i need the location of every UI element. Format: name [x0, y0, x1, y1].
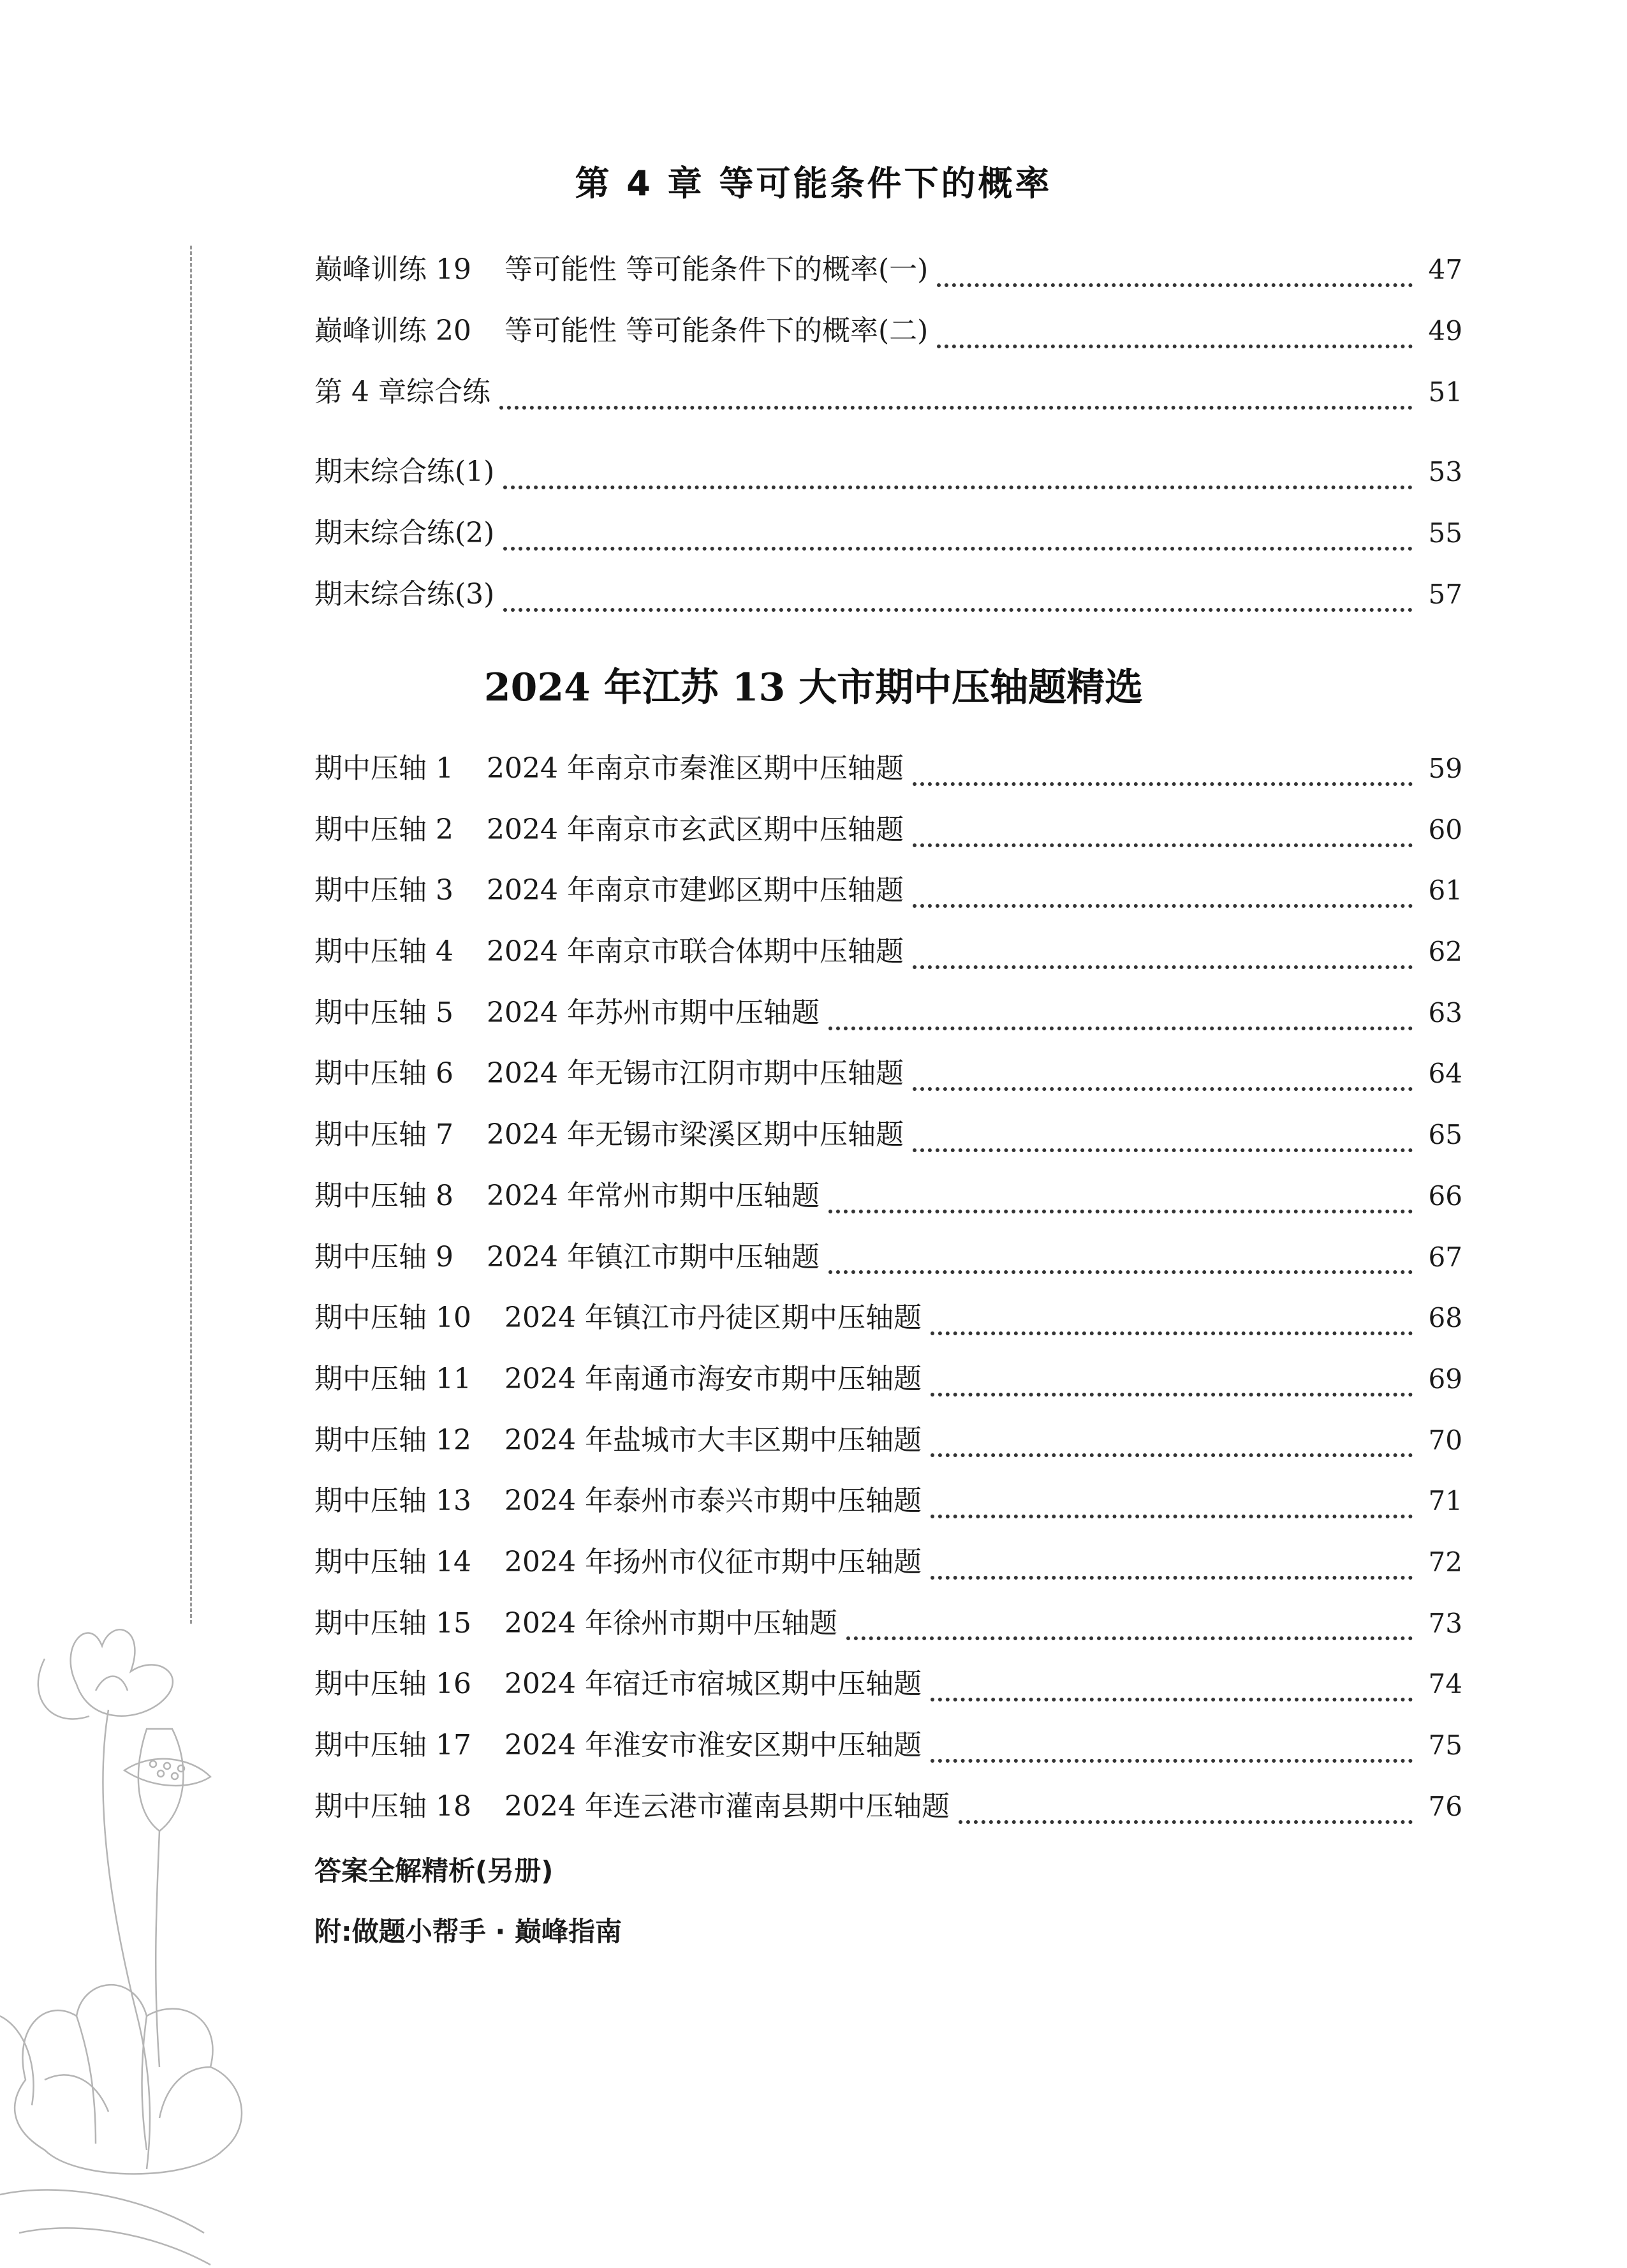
appendix-note: 附:做题小帮手 · 巅峰指南 — [314, 1916, 622, 1947]
toc-entry-label: 期中压轴 11 — [314, 1362, 471, 1395]
toc-entry-label: 期中压轴 1 — [314, 752, 453, 785]
toc-entry-page: 73 — [1428, 1607, 1462, 1639]
toc-entry-title: 2024 年宿迁市宿城区期中压轴题 — [504, 1668, 922, 1701]
toc-entry[interactable] — [314, 750, 1462, 811]
toc-entry-label: 期中压轴 3 — [314, 874, 453, 907]
toc-entry-title: 2024 年徐州市期中压轴题 — [504, 1606, 837, 1640]
toc-entry[interactable] — [314, 575, 1462, 637]
toc-entry-label: 期中压轴 13 — [314, 1485, 471, 1518]
toc-entry-label: 期末综合练(1) — [314, 456, 495, 488]
toc-entry-label: 期末综合练(2) — [314, 517, 495, 549]
toc-entry-page: 76 — [1428, 1790, 1462, 1822]
toc-entry[interactable] — [314, 1421, 1462, 1483]
toc-entry-page: 57 — [1428, 579, 1462, 610]
answers-note: 答案全解精析(另册) — [314, 1855, 554, 1886]
dot-leader — [931, 1576, 1413, 1580]
dot-leader — [503, 547, 1413, 551]
dot-leader — [931, 1515, 1413, 1518]
dot-leader — [913, 1087, 1413, 1091]
toc-entry-page: 60 — [1428, 813, 1462, 845]
toc-entry-page: 59 — [1428, 753, 1462, 784]
toc-entry-label: 期中压轴 2 — [314, 813, 453, 846]
chapter-4-toc — [314, 251, 1462, 434]
final-review-toc — [314, 453, 1462, 637]
dot-leader — [913, 1148, 1413, 1152]
toc-entry-label: 期中压轴 10 — [314, 1301, 471, 1335]
toc-entry-page: 62 — [1428, 936, 1462, 968]
toc-entry-title: 2024 年无锡市梁溪区期中压轴题 — [486, 1118, 904, 1152]
toc-entry-label: 期中压轴 16 — [314, 1668, 471, 1701]
dot-leader — [931, 1393, 1413, 1397]
toc-entry-label: 期中压轴 4 — [314, 935, 453, 968]
toc-entry-title: 2024 年盐城市大丰区期中压轴题 — [504, 1423, 922, 1456]
toc-entry-title: 等可能性 等可能条件下的概率(一) — [504, 253, 929, 286]
toc-entry-page: 75 — [1428, 1730, 1462, 1761]
dot-leader — [931, 1759, 1413, 1763]
toc-entry-page: 69 — [1428, 1363, 1462, 1395]
toc-entry-label: 期中压轴 5 — [314, 996, 453, 1029]
dot-leader — [503, 485, 1413, 489]
toc-entry-page: 68 — [1428, 1302, 1462, 1334]
toc-entry-page: 74 — [1428, 1668, 1462, 1700]
dot-leader — [828, 1210, 1413, 1213]
toc-entry[interactable] — [314, 1726, 1462, 1788]
toc-entry-label: 期中压轴 8 — [314, 1179, 453, 1212]
toc-entry[interactable] — [314, 1543, 1462, 1605]
toc-entry-label: 巅峰训练 20 — [314, 315, 471, 347]
dot-leader — [959, 1820, 1413, 1824]
toc-entry-title: 2024 年南通市海安市期中压轴题 — [504, 1362, 922, 1395]
toc-entry-title: 2024 年南京市玄武区期中压轴题 — [486, 813, 904, 846]
dot-leader — [828, 1027, 1413, 1030]
toc-entry-page: 71 — [1428, 1485, 1462, 1517]
toc-entry-title: 2024 年扬州市仪征市期中压轴题 — [504, 1545, 922, 1578]
toc-entry[interactable] — [314, 871, 1462, 933]
toc-entry-page: 65 — [1428, 1119, 1462, 1151]
toc-entry-label: 期中压轴 9 — [314, 1240, 453, 1273]
toc-entry[interactable] — [314, 251, 1462, 312]
toc-entry-page: 49 — [1428, 315, 1462, 346]
dot-leader — [503, 608, 1413, 612]
dot-leader — [828, 1270, 1413, 1274]
toc-entry-page: 72 — [1428, 1546, 1462, 1578]
toc-entry[interactable] — [314, 1238, 1462, 1300]
toc-entry[interactable] — [314, 1788, 1462, 1849]
toc-entry-title: 2024 年泰州市泰兴市期中压轴题 — [504, 1485, 922, 1518]
dot-leader — [931, 1453, 1413, 1457]
toc-entry[interactable] — [314, 453, 1462, 514]
toc-entry-title: 2024 年常州市期中压轴题 — [486, 1179, 820, 1212]
dot-leader — [499, 406, 1413, 410]
dot-leader — [931, 1698, 1413, 1701]
toc-entry[interactable] — [314, 1177, 1462, 1238]
toc-entry-title: 2024 年连云港市灌南县期中压轴题 — [504, 1790, 950, 1823]
toc-entry-title: 2024 年苏州市期中压轴题 — [486, 996, 820, 1029]
toc-entry-page: 55 — [1428, 517, 1462, 549]
midterm-toc — [314, 750, 1462, 1848]
toc-entry-page: 53 — [1428, 456, 1462, 487]
toc-entry-label: 期中压轴 17 — [314, 1729, 471, 1761]
toc-entry-label: 期中压轴 12 — [314, 1423, 471, 1456]
toc-entry-page: 67 — [1428, 1241, 1462, 1273]
toc-entry[interactable] — [314, 1055, 1462, 1116]
toc-entry-label: 期中压轴 6 — [314, 1057, 453, 1090]
chapter-4-heading: 第 4 章 等可能条件下的概率 — [575, 163, 1052, 204]
toc-entry-label: 期中压轴 14 — [314, 1545, 471, 1578]
toc-entry[interactable] — [314, 1605, 1462, 1666]
toc-entry[interactable] — [314, 1665, 1462, 1726]
toc-entry[interactable] — [314, 312, 1462, 373]
toc-entry[interactable] — [314, 994, 1462, 1055]
toc-entry-label: 期中压轴 7 — [314, 1118, 453, 1152]
toc-entry-label: 第 4 章综合练 — [314, 376, 490, 408]
margin-dashed-line — [190, 246, 192, 1624]
toc-entry[interactable] — [314, 1482, 1462, 1543]
toc-entry-label: 期末综合练(3) — [314, 578, 495, 611]
dot-leader — [937, 283, 1413, 287]
toc-entry-page: 47 — [1428, 254, 1462, 285]
toc-entry[interactable] — [314, 1116, 1462, 1177]
toc-entry-page: 64 — [1428, 1058, 1462, 1090]
toc-entry-title: 2024 年镇江市丹徒区期中压轴题 — [504, 1301, 922, 1335]
toc-entry-title: 2024 年南京市联合体期中压轴题 — [486, 935, 904, 968]
toc-entry[interactable] — [314, 1360, 1462, 1421]
dot-leader — [913, 904, 1413, 908]
toc-entry-label: 期中压轴 15 — [314, 1606, 471, 1640]
toc-entry-title: 2024 年淮安市淮安区期中压轴题 — [504, 1729, 922, 1761]
dot-leader — [913, 843, 1413, 847]
toc-entry[interactable] — [314, 373, 1462, 434]
dot-leader — [846, 1636, 1413, 1640]
toc-entry-page: 61 — [1428, 875, 1462, 907]
toc-entry-title: 等可能性 等可能条件下的概率(二) — [504, 315, 929, 347]
dot-leader — [931, 1331, 1413, 1335]
toc-entry-label: 巅峰训练 19 — [314, 253, 471, 286]
dot-leader — [937, 345, 1413, 348]
dot-leader — [913, 782, 1413, 786]
toc-entry[interactable] — [314, 811, 1462, 872]
toc-entry-label: 期中压轴 18 — [314, 1790, 471, 1823]
toc-entry-page: 63 — [1428, 997, 1462, 1028]
toc-entry-page: 70 — [1428, 1424, 1462, 1456]
toc-entry-page: 66 — [1428, 1180, 1462, 1212]
toc-entry[interactable] — [314, 933, 1462, 994]
lotus-illustration — [0, 1620, 268, 2268]
toc-entry-page: 51 — [1428, 376, 1462, 408]
dot-leader — [913, 965, 1413, 969]
toc-entry-title: 2024 年镇江市期中压轴题 — [486, 1240, 820, 1273]
toc-entry-title: 2024 年无锡市江阴市期中压轴题 — [486, 1057, 904, 1090]
toc-entry[interactable] — [314, 1299, 1462, 1360]
toc-entry[interactable] — [314, 514, 1462, 575]
midterm-section-heading: 2024 年江苏 13 大市期中压轴题精选 — [483, 665, 1144, 710]
toc-entry-title: 2024 年南京市建邺区期中压轴题 — [486, 874, 904, 907]
toc-entry-title: 2024 年南京市秦淮区期中压轴题 — [486, 752, 904, 785]
